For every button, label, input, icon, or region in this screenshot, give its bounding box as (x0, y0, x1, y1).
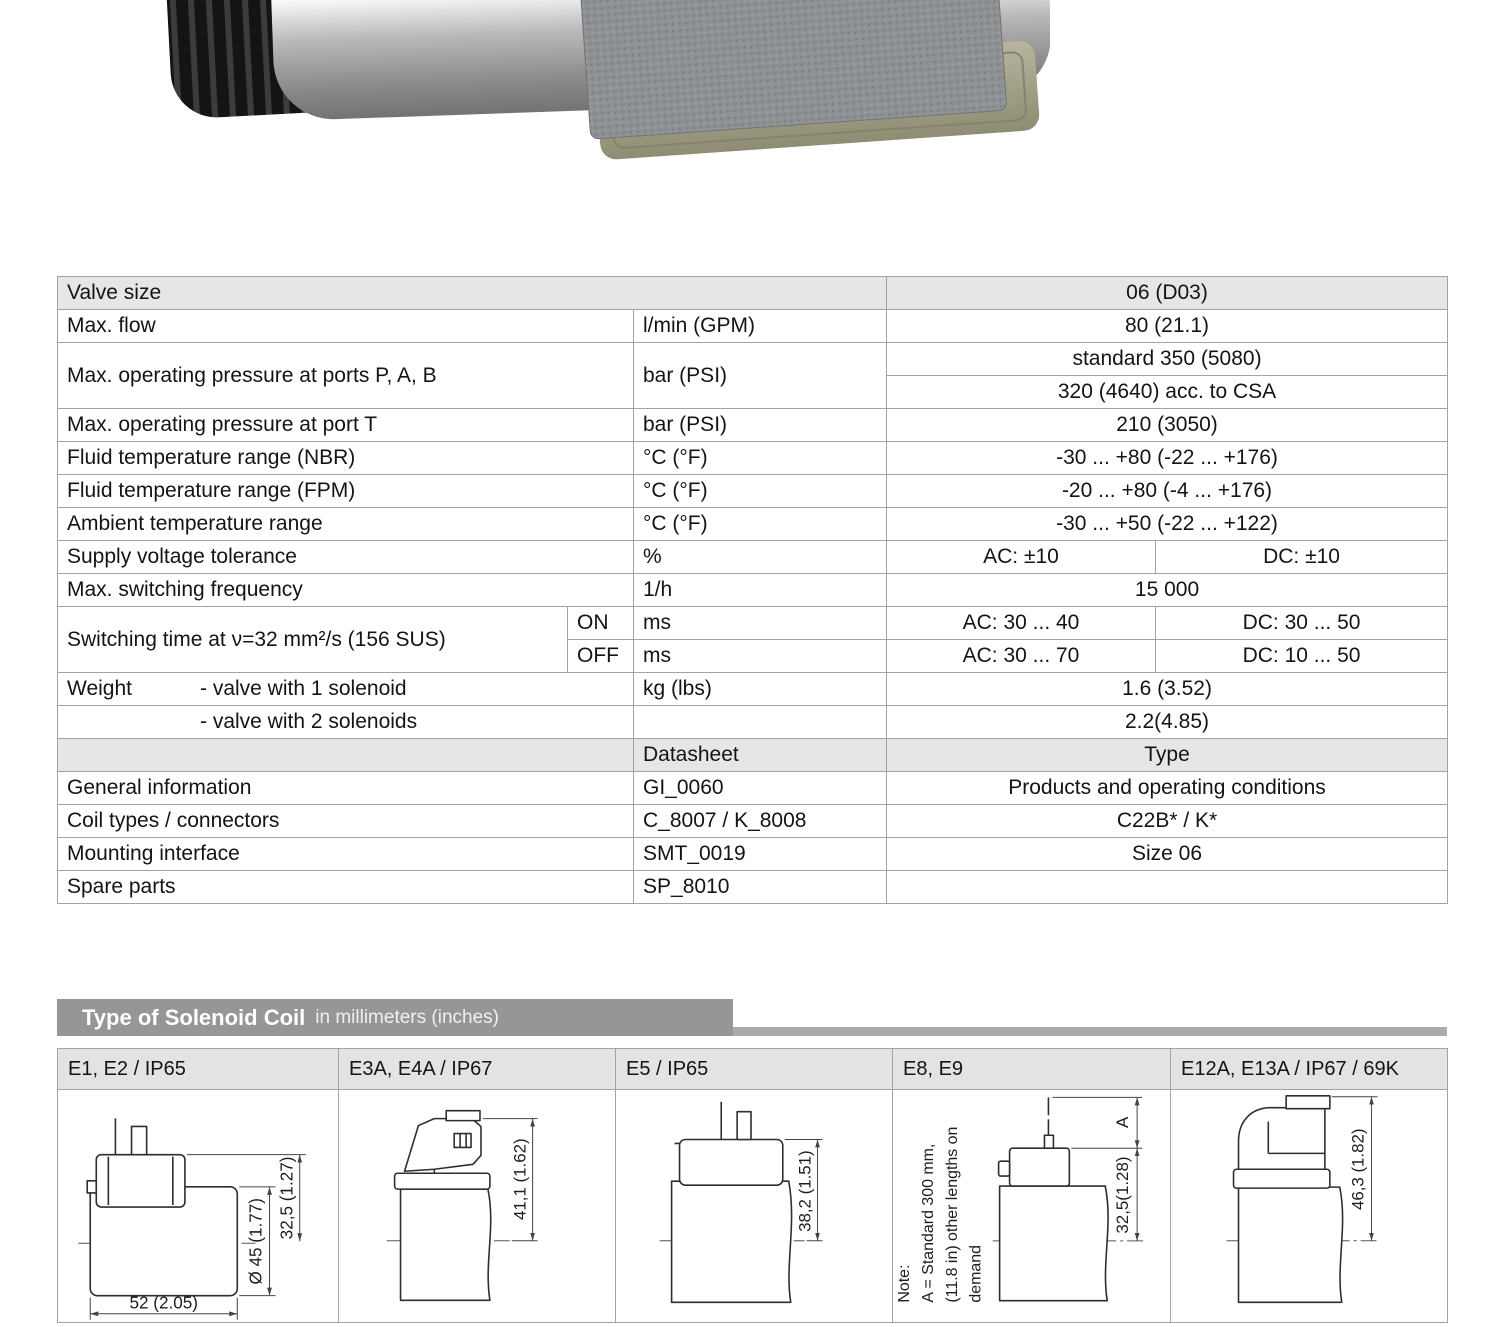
spec-general-info-datasheet: GI_0060 (634, 772, 887, 805)
coil-cell-e3a-e4a (339, 1090, 616, 1323)
spec-valve-size-label: Valve size (58, 277, 887, 310)
note-line-3: (11.8 in) other lengths on (943, 1126, 961, 1303)
spec-switching-frequency-unit: 1/h (634, 574, 887, 607)
section-banner (57, 999, 733, 1036)
coil-header-e3a-e4a: E3A, E4A / IP67 (339, 1049, 616, 1090)
coil-drawing-e1-e2 (58, 1090, 337, 1322)
coil-cell-e8-e9 (893, 1090, 1171, 1323)
spec-mounting-datasheet: SMT_0019 (634, 838, 887, 871)
spec-weight2-value: 2.2(4.85) (887, 706, 1448, 739)
spec-datasheet-header-empty (58, 739, 634, 772)
spec-switching-frequency-value: 15 000 (887, 574, 1448, 607)
dim-height: 32,5(1.28) (1113, 1156, 1133, 1234)
spec-pressure-t-value: 210 (3050) (887, 409, 1448, 442)
coil-header-e12a-e13a: E12A, E13A / IP67 / 69K (1171, 1049, 1448, 1090)
solenoid-valve-photo (160, 0, 1050, 165)
note-line-1: Note: (895, 1264, 913, 1303)
spec-switching-time-off-dc: DC: 10 ... 50 (1156, 640, 1448, 673)
spec-ambient-temp-unit: °C (°F) (634, 508, 887, 541)
spec-fluid-temp-nbr-value: -30 ... +80 (-22 ... +176) (887, 442, 1448, 475)
spec-general-info-type: Products and operating conditions (887, 772, 1448, 805)
spec-pressure-t-unit: bar (PSI) (634, 409, 887, 442)
spec-fluid-temp-nbr-unit: °C (°F) (634, 442, 887, 475)
spec-max-flow-value: 80 (21.1) (887, 310, 1448, 343)
coil-drawing-e12a-e13a (1171, 1090, 1446, 1322)
spec-general-info-label: General information (58, 772, 634, 805)
section-banner-tail (733, 1027, 1447, 1036)
weight-sub1: - valve with 1 solenoid (200, 677, 407, 700)
spec-table (57, 276, 1448, 904)
spec-pressure-t-label: Max. operating pressure at port T (58, 409, 634, 442)
spec-fluid-temp-fpm-value: -20 ... +80 (-4 ... +176) (887, 475, 1448, 508)
spec-switching-time-off-ac: AC: 30 ... 70 (887, 640, 1156, 673)
spec-switching-time-on-ac: AC: 30 ... 40 (887, 607, 1156, 640)
note-line-2: A = Standard 300 mm, (919, 1143, 937, 1303)
spec-switching-time-off: OFF (568, 640, 634, 673)
spec-ambient-temp-label: Ambient temperature range (58, 508, 634, 541)
coil-header-e5: E5 / IP65 (616, 1049, 893, 1090)
note-line-4: demand (967, 1245, 985, 1303)
coil-cell-e5 (616, 1090, 893, 1323)
spec-fluid-temp-fpm-label: Fluid temperature range (FPM) (58, 475, 634, 508)
coil-types-table (57, 1048, 1448, 1323)
spec-spare-parts-label: Spare parts (58, 871, 634, 904)
coil-header-e8-e9: E8, E9 (893, 1049, 1171, 1090)
spec-voltage-tolerance-unit: % (634, 541, 887, 574)
spec-fluid-temp-fpm-unit: °C (°F) (634, 475, 887, 508)
spec-weight2-label (58, 706, 634, 739)
spec-weight1-label (58, 673, 634, 706)
spec-fluid-temp-nbr-label: Fluid temperature range (NBR) (58, 442, 634, 475)
spec-mounting-type: Size 06 (887, 838, 1448, 871)
section-title: Type of Solenoid Coil (82, 1004, 306, 1030)
dim-height: 46,3 (1.82) (1348, 1128, 1368, 1211)
dim-height: 32,5 (1.27) (277, 1156, 297, 1240)
spec-pressure-pab-standard: standard 350 (5080) (887, 343, 1448, 376)
coil-header-e1-e2: E1, E2 / IP65 (58, 1049, 339, 1090)
dim-cable-length: A (1113, 1116, 1133, 1128)
spec-valve-size-value: 06 (D03) (887, 277, 1448, 310)
spec-voltage-tolerance-ac: AC: ±10 (887, 541, 1156, 574)
spec-switching-time-label: Switching time at ν=32 mm²/s (156 SUS) (58, 607, 568, 673)
spec-weight1-value: 1.6 (3.52) (887, 673, 1448, 706)
spec-spare-parts-type (887, 871, 1448, 904)
weight-sub2: - valve with 2 solenoids (200, 710, 418, 733)
spec-weight2-unit (634, 706, 887, 739)
spec-ambient-temp-value: -30 ... +50 (-22 ... +122) (887, 508, 1448, 541)
spec-voltage-tolerance-dc: DC: ±10 (1156, 541, 1448, 574)
coil-drawing-e8-e9 (893, 1090, 1169, 1322)
spec-switching-time-on-dc: DC: 30 ... 50 (1156, 607, 1448, 640)
coil-drawing-e5 (616, 1090, 891, 1322)
spec-type-header: Type (887, 739, 1448, 772)
coil-cell-e12a-e13a (1171, 1090, 1448, 1323)
spec-switching-time-off-unit: ms (634, 640, 887, 673)
spec-pressure-pab-label: Max. operating pressure at ports P, A, B (58, 343, 634, 409)
dim-height: 41,1 (1.62) (510, 1138, 530, 1220)
spec-pressure-pab-unit: bar (PSI) (634, 343, 887, 409)
spec-weight-unit: kg (lbs) (634, 673, 887, 706)
spec-max-flow-label: Max. flow (58, 310, 634, 343)
spec-switching-time-on-unit: ms (634, 607, 887, 640)
spec-max-flow-unit: l/min (GPM) (634, 310, 887, 343)
coil-cell-e1-e2 (58, 1090, 339, 1323)
spec-pressure-pab-csa: 320 (4640) acc. to CSA (887, 376, 1448, 409)
spec-voltage-tolerance-label: Supply voltage tolerance (58, 541, 634, 574)
spec-spare-parts-datasheet: SP_8010 (634, 871, 887, 904)
coil-drawing-e3a-e4a (339, 1090, 614, 1322)
spec-coil-types-label: Coil types / connectors (58, 805, 634, 838)
spec-coil-types-datasheet: C_8007 / K_8008 (634, 805, 887, 838)
spec-switching-frequency-label: Max. switching frequency (58, 574, 634, 607)
dim-height: 38,2 (1.51) (795, 1150, 815, 1232)
spec-coil-types-type: C22B* / K* (887, 805, 1448, 838)
spec-switching-time-on: ON (568, 607, 634, 640)
spec-datasheet-header: Datasheet (634, 739, 887, 772)
dim-width: 52 (2.05) (129, 1293, 199, 1313)
dim-diameter: Ø 45 (1.77) (246, 1197, 266, 1285)
spec-mounting-label: Mounting interface (58, 838, 634, 871)
section-subtitle: in millimeters (inches) (315, 1006, 499, 1028)
weight-word: Weight (67, 677, 132, 700)
